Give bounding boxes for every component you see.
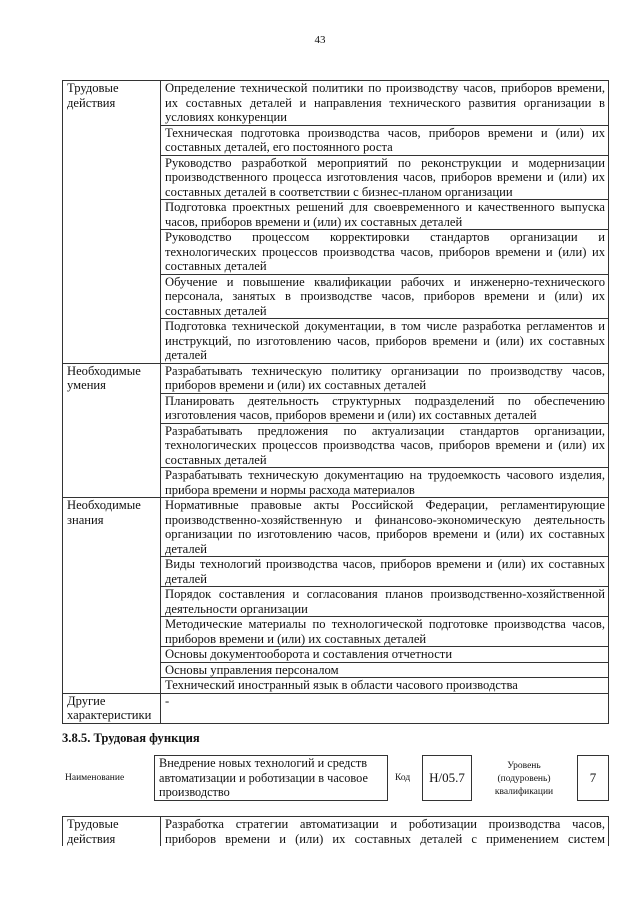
name-value: Внедрение новых технологий и средств автоматизации и роботизации в часовое производство: [154, 755, 388, 801]
row-group-label: Трудовые действия: [63, 81, 161, 364]
section-heading: 3.8.5. Трудовая функция: [62, 731, 200, 745]
row-item: Разрабатывать техническую политику организации по производству часов, приборов времени и (или) их составных деталей: [161, 363, 609, 393]
row-group-label: Другие характеристики: [63, 693, 161, 723]
table-row: [63, 693, 609, 723]
page-number: 43: [314, 34, 326, 46]
row-group-label: Необходимые знания: [63, 498, 161, 694]
row-item: Нормативные правовые акты Российской Федерации, регламентирующие производственно-хозяйственную и финансово-экономическую деятельность организации по изготовлению часов, приборов времени и (или) их составных деталей: [161, 498, 609, 557]
labor-function-table: [62, 80, 609, 724]
code-label: Код: [395, 773, 411, 783]
row-item: Определение технической политики по производству часов, приборов времени, их составных деталей и направления технического развития организации в условиях конкуренции: [161, 81, 609, 126]
row-group-label: Необходимые умения: [63, 363, 161, 498]
row-item: -: [161, 693, 609, 723]
row-item: Порядок составления и согласования планов производственно-хозяйственной деятельности организации: [161, 587, 609, 617]
row-item: Основы управления персоналом: [161, 662, 609, 678]
table-row: [63, 498, 609, 557]
row-item: Технический иностранный язык в области часового производства: [161, 678, 609, 694]
row-label: Трудовые действия: [63, 817, 161, 847]
row-item: Руководство процессом корректировки стандартов организации и технологических процессов производства часов, приборов времени и (или) их составных деталей: [161, 230, 609, 275]
row-item: Обучение и повышение квалификации рабочих и инженерно-технического персонала, занятых в производстве часов, приборов времени и (или) их составных деталей: [161, 274, 609, 319]
code-value: H/05.7: [422, 755, 472, 801]
row-item: Виды технологий производства часов, приборов времени и (или) их составных деталей: [161, 557, 609, 587]
row-item: Подготовка технической документации, в том числе разработка регламентов и инструкций, по изготовлению часов, приборов времени и (или) их составных деталей: [161, 319, 609, 364]
table-row: [63, 81, 609, 126]
row-item: Разрабатывать техническую документацию на трудоемкость часового изделия, прибора времени и нормы расхода материалов: [161, 468, 609, 498]
next-function-table: [62, 816, 609, 846]
row-item: Техническая подготовка производства часов, приборов времени и (или) их составных деталей, его постоянного роста: [161, 125, 609, 155]
row-item: Руководство разработкой мероприятий по реконструкции и модернизации производственного процесса изготовления часов, приборов времени и (или) их составных деталей в соответствии с бизнес-планом организации: [161, 155, 609, 200]
row-item: Основы документооборота и составления отчетности: [161, 647, 609, 663]
level-label: Уровень (подуровень) квалификации: [494, 761, 554, 797]
table-row: [63, 817, 609, 847]
row-item: Методические материалы по технологической подготовке производства часов, приборов времени и (или) их составных деталей: [161, 617, 609, 647]
row-item: Подготовка проектных решений для своевременного и качественного выпуска часов, приборов времени и (или) их составных деталей: [161, 200, 609, 230]
row-value: Разработка стратегии автоматизации и роботизации производства часов, приборов времени и (или) их составных деталей с применением систем: [161, 817, 609, 847]
row-item: Планировать деятельность структурных подразделений по обеспечению изготовления часов, приборов времени и (или) их составных деталей: [161, 393, 609, 423]
table-row: [63, 363, 609, 393]
row-item: Разрабатывать предложения по актуализации стандартов организации, технологических процессов производства часов, приборов времени и (или) их составных деталей: [161, 423, 609, 468]
name-label: Наименование: [65, 773, 125, 783]
level-value: 7: [577, 755, 609, 801]
